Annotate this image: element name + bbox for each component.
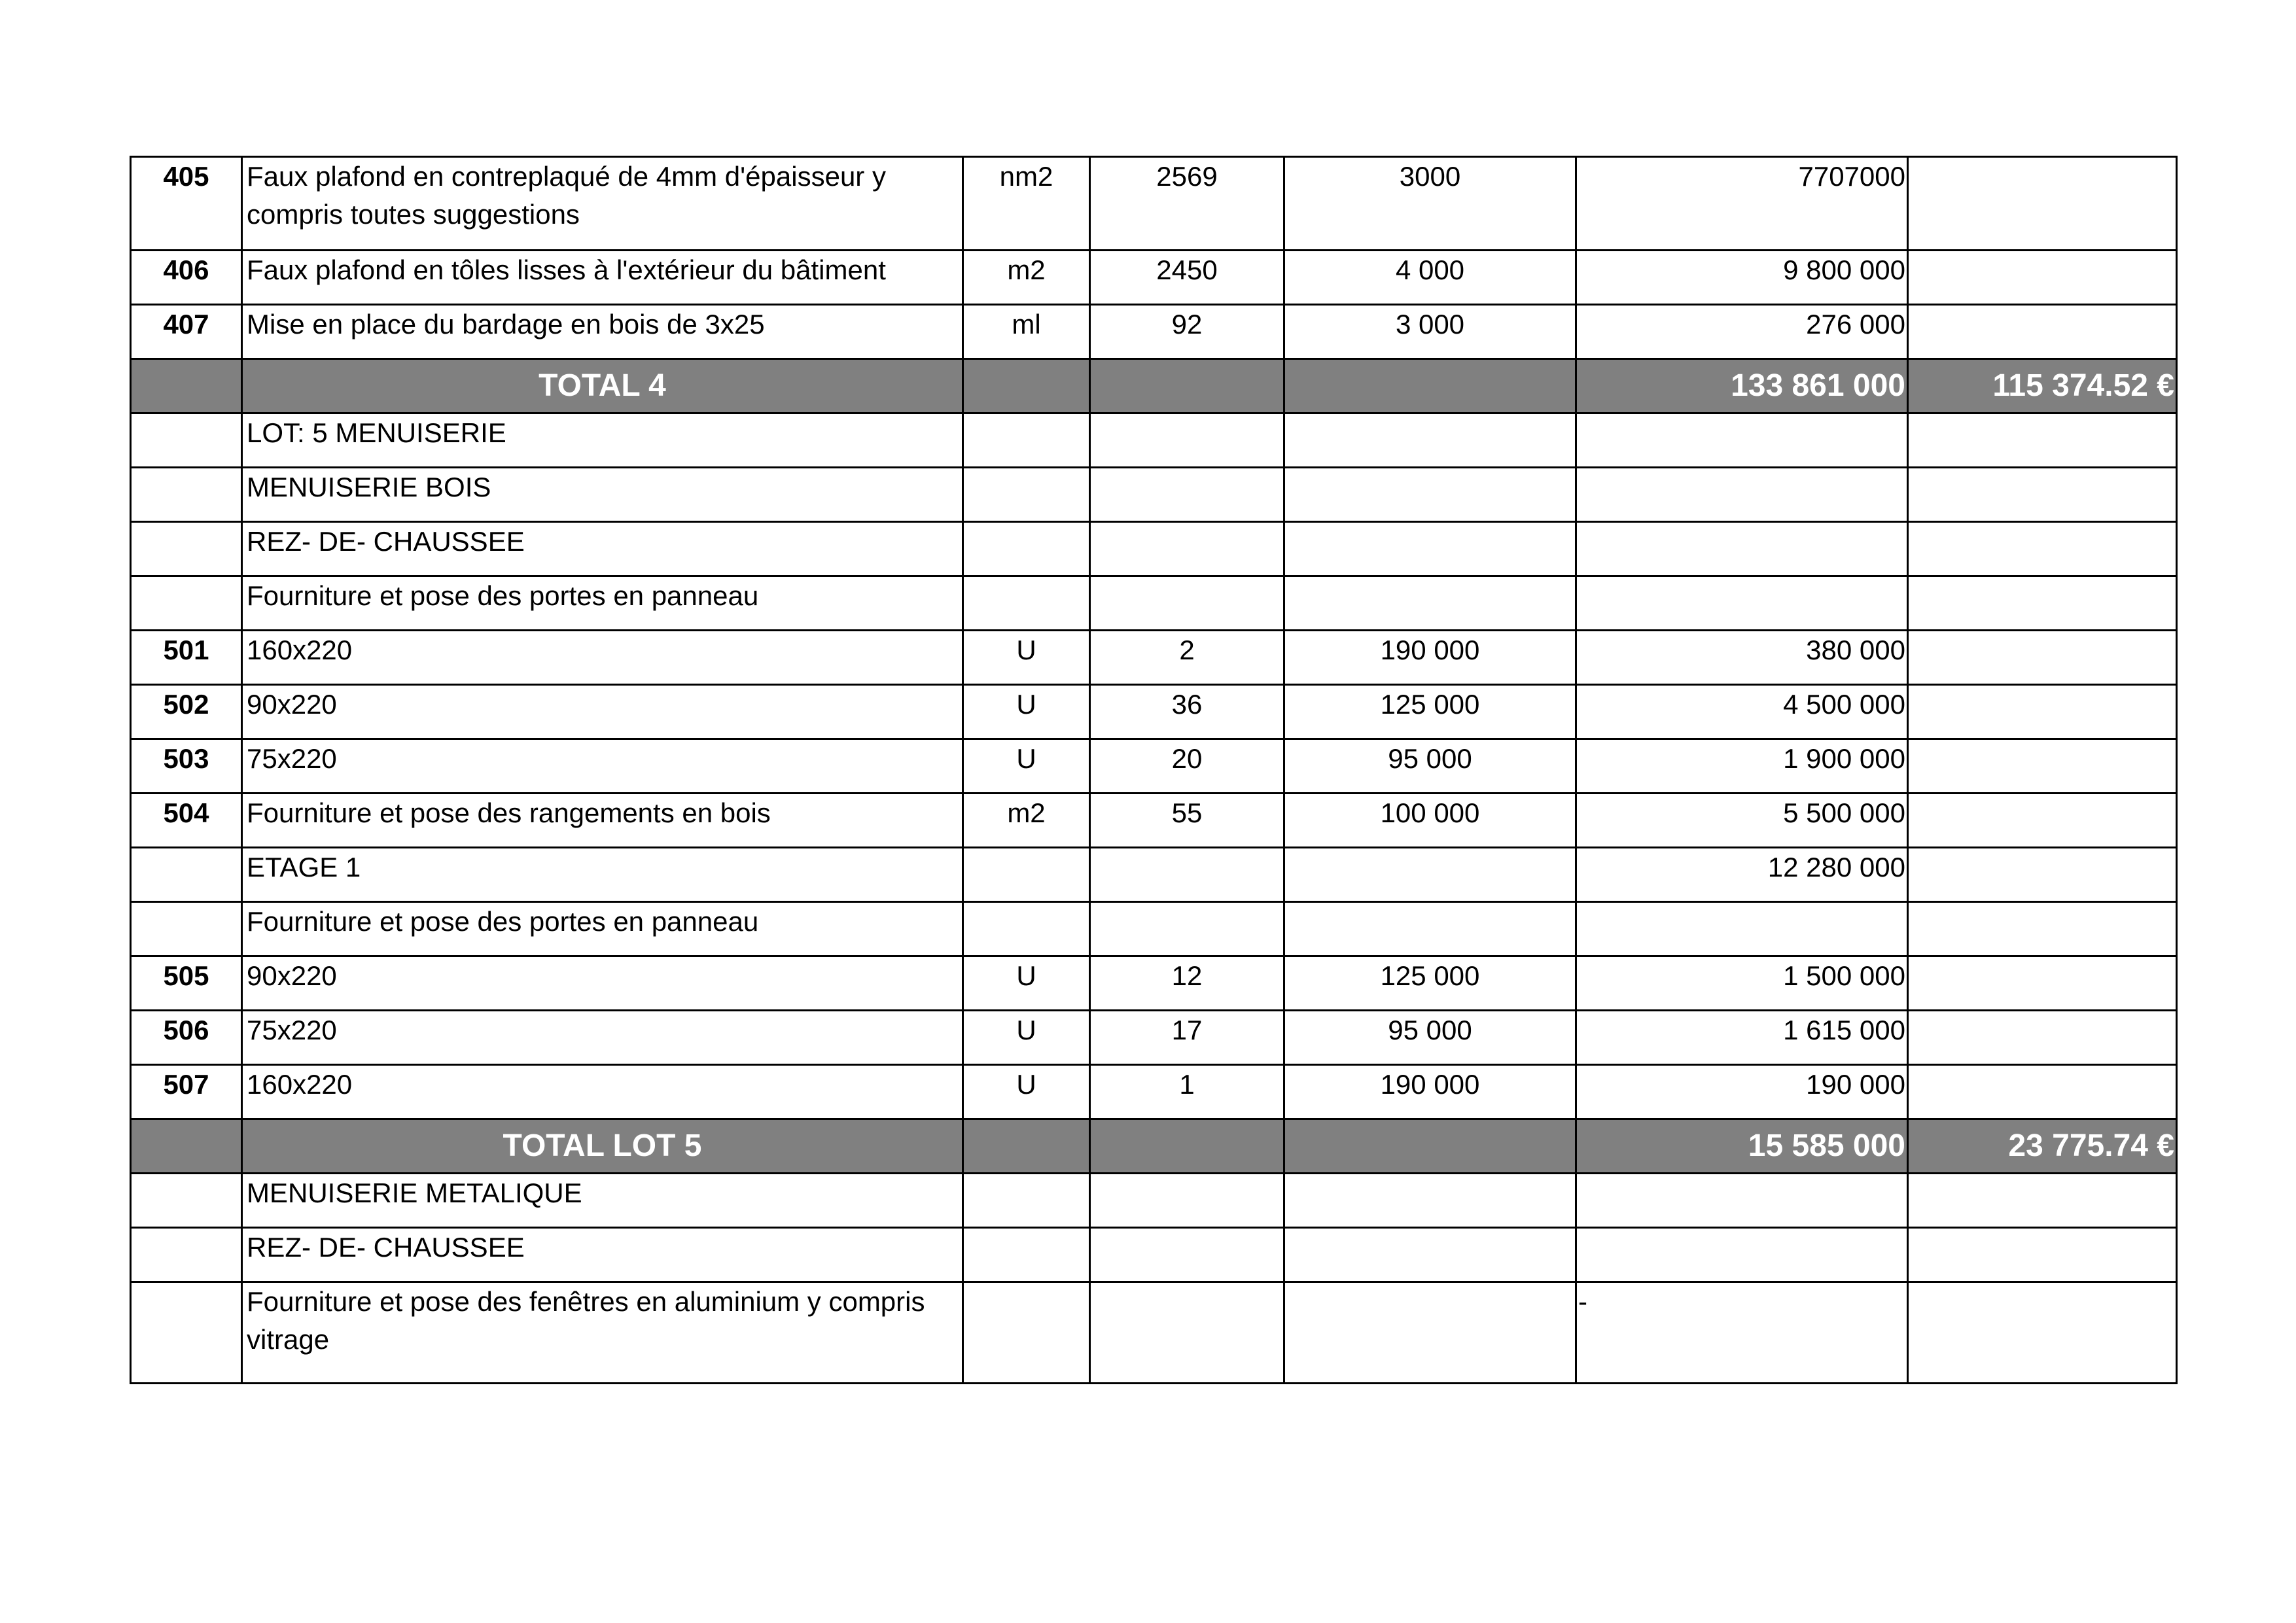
- item-total: 4 500 000: [1576, 685, 1908, 739]
- table-row: [131, 468, 2177, 522]
- item-euro-amount: [1908, 685, 2177, 739]
- item-quantity: [1090, 848, 1284, 902]
- item-description: LOT: 5 MENUISERIE: [242, 413, 963, 468]
- item-euro-amount: [1908, 1228, 2177, 1282]
- item-euro-amount: [1908, 1011, 2177, 1065]
- table-row: [131, 1228, 2177, 1282]
- item-total: [1576, 1174, 1908, 1228]
- table-row: [131, 1011, 2177, 1065]
- item-euro-amount: [1908, 739, 2177, 794]
- item-number: 503: [131, 739, 242, 794]
- item-unit-price: 190 000: [1284, 631, 1576, 685]
- item-unit: [963, 902, 1090, 956]
- table-row: [131, 251, 2177, 305]
- item-euro-amount: [1908, 848, 2177, 902]
- item-quantity: 2569: [1090, 157, 1284, 251]
- item-number: [131, 413, 242, 468]
- item-unit: [963, 1282, 1090, 1384]
- item-unit-price: [1284, 1174, 1576, 1228]
- item-unit-price: [1284, 1228, 1576, 1282]
- item-number: 405: [131, 157, 242, 251]
- quantity-cell: [1090, 1119, 1284, 1174]
- item-total: 380 000: [1576, 631, 1908, 685]
- item-total: -: [1576, 1282, 1908, 1384]
- item-description: 75x220: [242, 1011, 963, 1065]
- item-unit: nm2: [963, 157, 1090, 251]
- item-unit-price: 125 000: [1284, 685, 1576, 739]
- item-total: 1 615 000: [1576, 1011, 1908, 1065]
- item-quantity: [1090, 576, 1284, 631]
- item-total: 1 500 000: [1576, 956, 1908, 1011]
- item-description: MENUISERIE METALIQUE: [242, 1174, 963, 1228]
- item-description: Fourniture et pose des portes en panneau: [242, 902, 963, 956]
- item-unit-price: [1284, 522, 1576, 576]
- item-quantity: [1090, 413, 1284, 468]
- total-row: [131, 359, 2177, 413]
- item-unit-price: [1284, 848, 1576, 902]
- item-unit: [963, 468, 1090, 522]
- item-total: 276 000: [1576, 305, 1908, 359]
- unit-price-cell: [1284, 1119, 1576, 1174]
- item-unit: [963, 413, 1090, 468]
- item-number: 501: [131, 631, 242, 685]
- item-number: [131, 576, 242, 631]
- item-unit-price: 100 000: [1284, 794, 1576, 848]
- item-unit: U: [963, 1065, 1090, 1119]
- item-unit: U: [963, 956, 1090, 1011]
- unit-cell: [963, 1119, 1090, 1174]
- item-total: [1576, 1228, 1908, 1282]
- item-unit: U: [963, 631, 1090, 685]
- item-unit-price: [1284, 576, 1576, 631]
- item-euro-amount: [1908, 251, 2177, 305]
- table-row: [131, 631, 2177, 685]
- item-total: 5 500 000: [1576, 794, 1908, 848]
- unit-cell: [963, 359, 1090, 413]
- table-row: [131, 1065, 2177, 1119]
- item-number: [131, 468, 242, 522]
- item-euro-amount: [1908, 1065, 2177, 1119]
- table-row: [131, 305, 2177, 359]
- item-number-cell: [131, 359, 242, 413]
- table-row: [131, 739, 2177, 794]
- item-number: [131, 1282, 242, 1384]
- item-total: 7707000: [1576, 157, 1908, 251]
- item-number: [131, 902, 242, 956]
- item-description: REZ- DE- CHAUSSEE: [242, 1228, 963, 1282]
- item-description: Faux plafond en tôles lisses à l'extérieur du bâtiment: [242, 251, 963, 305]
- item-unit-price: [1284, 413, 1576, 468]
- total-amount: 15 585 000: [1576, 1119, 1908, 1174]
- quote-table-body: [131, 157, 2177, 1384]
- item-unit: U: [963, 685, 1090, 739]
- item-description: ETAGE 1: [242, 848, 963, 902]
- item-euro-amount: [1908, 1282, 2177, 1384]
- item-quantity: 2450: [1090, 251, 1284, 305]
- table-row: [131, 576, 2177, 631]
- item-unit-price: [1284, 468, 1576, 522]
- item-number: [131, 1228, 242, 1282]
- item-description: REZ- DE- CHAUSSEE: [242, 522, 963, 576]
- table-row: [131, 902, 2177, 956]
- total-amount: 133 861 000: [1576, 359, 1908, 413]
- item-number-cell: [131, 1119, 242, 1174]
- item-unit: m2: [963, 251, 1090, 305]
- item-quantity: 36: [1090, 685, 1284, 739]
- item-euro-amount: [1908, 576, 2177, 631]
- item-euro-amount: [1908, 794, 2177, 848]
- item-description: Faux plafond en contreplaqué de 4mm d'épaisseur y compris toutes suggestions: [242, 157, 963, 251]
- item-unit-price: [1284, 902, 1576, 956]
- total-row: [131, 1119, 2177, 1174]
- item-unit: [963, 1228, 1090, 1282]
- item-euro-amount: [1908, 305, 2177, 359]
- item-euro-amount: [1908, 956, 2177, 1011]
- item-number: 504: [131, 794, 242, 848]
- item-description: 75x220: [242, 739, 963, 794]
- unit-price-cell: [1284, 359, 1576, 413]
- quote-table: [130, 156, 2178, 1384]
- item-unit-price: 95 000: [1284, 1011, 1576, 1065]
- total-label: TOTAL LOT 5: [242, 1119, 963, 1174]
- item-unit: [963, 848, 1090, 902]
- table-row: [131, 157, 2177, 251]
- total-euro-amount: 23 775.74 €: [1908, 1119, 2177, 1174]
- item-euro-amount: [1908, 413, 2177, 468]
- item-number: 505: [131, 956, 242, 1011]
- item-description: Fourniture et pose des rangements en bois: [242, 794, 963, 848]
- item-quantity: 12: [1090, 956, 1284, 1011]
- item-unit-price: 125 000: [1284, 956, 1576, 1011]
- total-euro-amount: 115 374.52 €: [1908, 359, 2177, 413]
- item-number: [131, 522, 242, 576]
- item-total: 9 800 000: [1576, 251, 1908, 305]
- item-total: [1576, 576, 1908, 631]
- item-description: Fourniture et pose des fenêtres en aluminium y compris vitrage: [242, 1282, 963, 1384]
- item-euro-amount: [1908, 157, 2177, 251]
- item-total: [1576, 413, 1908, 468]
- table-row: [131, 1174, 2177, 1228]
- item-quantity: [1090, 522, 1284, 576]
- item-number: 507: [131, 1065, 242, 1119]
- table-row: [131, 956, 2177, 1011]
- table-row: [131, 848, 2177, 902]
- item-description: 160x220: [242, 1065, 963, 1119]
- item-quantity: [1090, 1282, 1284, 1384]
- item-quantity: 1: [1090, 1065, 1284, 1119]
- item-quantity: [1090, 1228, 1284, 1282]
- item-description: MENUISERIE BOIS: [242, 468, 963, 522]
- table-row: [131, 413, 2177, 468]
- item-unit: [963, 576, 1090, 631]
- item-number: 406: [131, 251, 242, 305]
- item-unit: [963, 522, 1090, 576]
- item-description: 90x220: [242, 956, 963, 1011]
- item-quantity: 92: [1090, 305, 1284, 359]
- item-unit: U: [963, 1011, 1090, 1065]
- item-unit: [963, 1174, 1090, 1228]
- item-total: [1576, 468, 1908, 522]
- item-description: Mise en place du bardage en bois de 3x25: [242, 305, 963, 359]
- item-euro-amount: [1908, 468, 2177, 522]
- item-euro-amount: [1908, 902, 2177, 956]
- item-unit-price: [1284, 1282, 1576, 1384]
- item-total: [1576, 522, 1908, 576]
- item-number: 502: [131, 685, 242, 739]
- table-row: [131, 794, 2177, 848]
- table-row: [131, 1282, 2177, 1384]
- item-number: 407: [131, 305, 242, 359]
- item-quantity: [1090, 468, 1284, 522]
- item-total: 12 280 000: [1576, 848, 1908, 902]
- item-unit-price: 4 000: [1284, 251, 1576, 305]
- item-quantity: 20: [1090, 739, 1284, 794]
- item-description: 90x220: [242, 685, 963, 739]
- total-label: TOTAL 4: [242, 359, 963, 413]
- table-row: [131, 685, 2177, 739]
- item-total: 190 000: [1576, 1065, 1908, 1119]
- table-row: [131, 522, 2177, 576]
- item-euro-amount: [1908, 631, 2177, 685]
- item-quantity: 17: [1090, 1011, 1284, 1065]
- item-unit-price: 3 000: [1284, 305, 1576, 359]
- item-unit: U: [963, 739, 1090, 794]
- item-quantity: 55: [1090, 794, 1284, 848]
- item-unit: m2: [963, 794, 1090, 848]
- item-unit-price: 3000: [1284, 157, 1576, 251]
- item-quantity: [1090, 1174, 1284, 1228]
- item-unit-price: 95 000: [1284, 739, 1576, 794]
- item-total: [1576, 902, 1908, 956]
- item-total: 1 900 000: [1576, 739, 1908, 794]
- item-number: [131, 848, 242, 902]
- item-euro-amount: [1908, 522, 2177, 576]
- item-description: Fourniture et pose des portes en panneau: [242, 576, 963, 631]
- item-quantity: 2: [1090, 631, 1284, 685]
- item-number: [131, 1174, 242, 1228]
- item-number: 506: [131, 1011, 242, 1065]
- item-euro-amount: [1908, 1174, 2177, 1228]
- item-unit: ml: [963, 305, 1090, 359]
- item-unit-price: 190 000: [1284, 1065, 1576, 1119]
- item-description: 160x220: [242, 631, 963, 685]
- item-quantity: [1090, 902, 1284, 956]
- quantity-cell: [1090, 359, 1284, 413]
